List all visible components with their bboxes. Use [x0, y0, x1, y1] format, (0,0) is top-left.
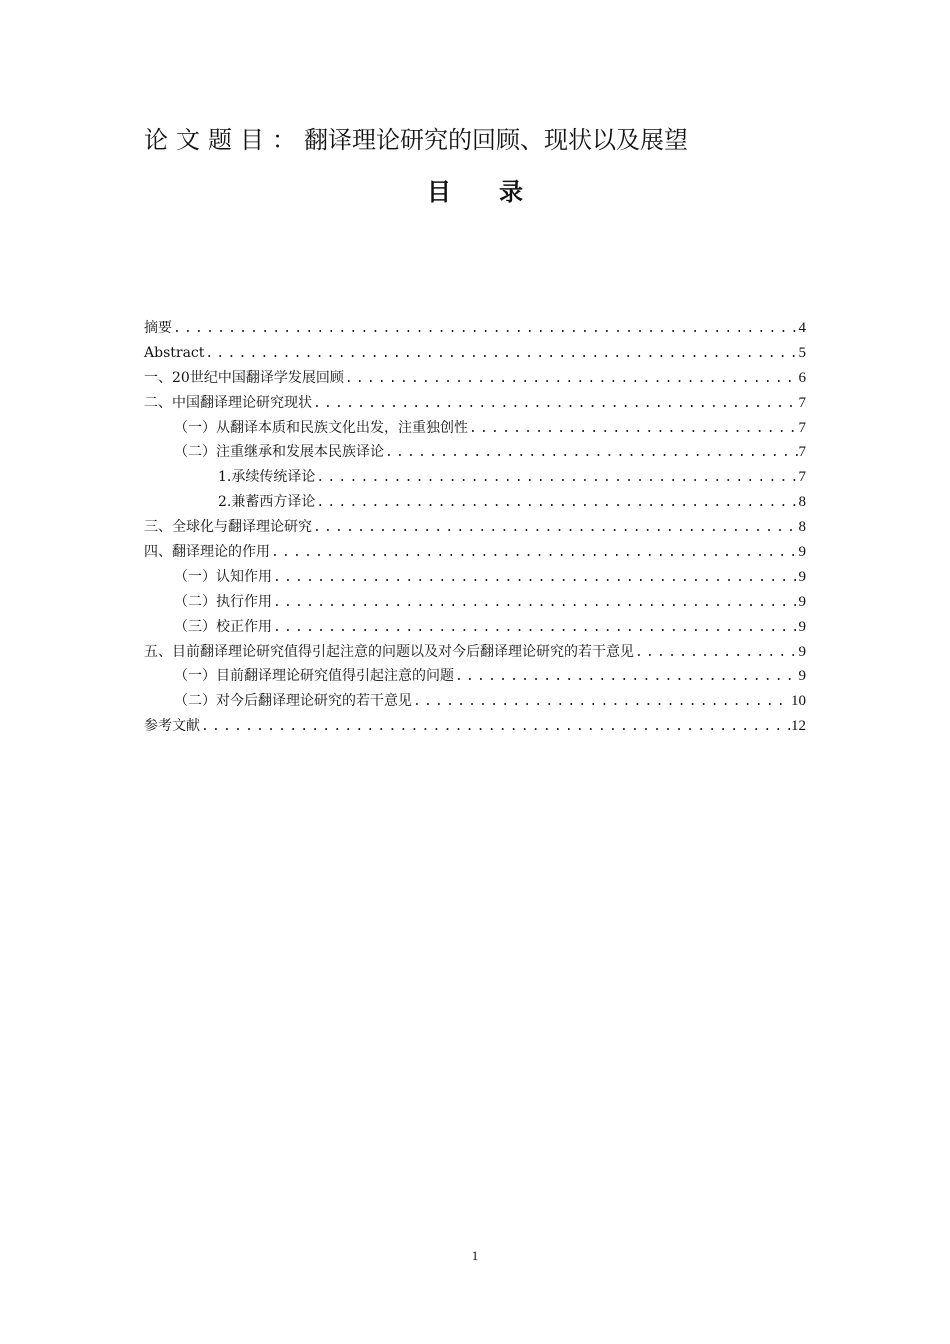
toc-dot-leader — [271, 541, 798, 565]
toc-dot-leader — [635, 641, 798, 665]
toc-entry-title: 一、20世纪中国翻译学发展回顾 — [144, 369, 344, 386]
toc-entry-page: 6 — [798, 369, 806, 386]
toc-entry[interactable] — [144, 416, 806, 441]
toc-entry[interactable] — [144, 341, 806, 366]
toc-entry-page: 9 — [798, 618, 806, 635]
toc-dot-leader — [455, 665, 798, 689]
toc-entry-title: （二）执行作用 — [174, 593, 272, 610]
toc-dot-leader — [313, 516, 798, 540]
toc-entry-title: 1.承续传统译论 — [218, 469, 316, 486]
toc-dot-leader — [316, 466, 797, 490]
toc-dot-leader — [273, 566, 798, 590]
toc-entry[interactable] — [144, 714, 806, 739]
toc-entry-page: 5 — [798, 344, 806, 361]
toc-dot-leader — [273, 591, 798, 615]
toc-entry-title: 参考文献 — [144, 718, 200, 735]
toc-entry[interactable] — [144, 590, 806, 615]
toc-entry[interactable] — [144, 565, 806, 590]
toc-dot-leader — [345, 367, 798, 391]
toc-dot-leader — [469, 417, 798, 441]
toc-dot-leader — [273, 616, 798, 640]
toc-heading: 目录 — [427, 177, 571, 206]
toc-entry-page: 9 — [798, 643, 806, 660]
table-of-contents — [144, 316, 806, 739]
toc-entry-title: （一）认知作用 — [174, 568, 272, 585]
toc-entry-page: 9 — [798, 593, 806, 610]
toc-entry-title: 摘要 — [144, 320, 172, 336]
toc-entry-page: 7 — [798, 444, 806, 461]
toc-dot-leader — [205, 342, 797, 366]
toc-entry-title: 四、翻译理论的作用 — [144, 544, 270, 561]
toc-entry-page: 8 — [798, 519, 806, 536]
toc-entry-page: 7 — [798, 469, 806, 486]
toc-entry[interactable] — [144, 366, 806, 391]
toc-entry[interactable] — [144, 515, 806, 540]
toc-entry-title: Abstract — [144, 344, 205, 361]
toc-entry-page: 8 — [798, 494, 806, 511]
toc-entry-page: 7 — [798, 419, 806, 436]
toc-entry-title: （一）目前翻译理论研究值得引起注意的问题 — [174, 668, 454, 685]
toc-entry[interactable] — [144, 316, 806, 341]
toc-entry-title: （二）对今后翻译理论研究的若干意见 — [174, 693, 412, 710]
toc-entry-title: （一）从翻译本质和民族文化出发，注重独创性 — [174, 419, 468, 436]
thesis-title-prefix: 论文题目： — [144, 126, 304, 154]
toc-entry-title: 五、目前翻译理论研究值得引起注意的问题以及对今后翻译理论研究的若干意见 — [144, 643, 634, 660]
toc-entry[interactable] — [144, 465, 806, 490]
toc-entry-page: 10 — [791, 693, 806, 710]
toc-dot-leader — [316, 491, 797, 515]
toc-entry-page: 9 — [798, 668, 806, 685]
toc-entry-title: （三）校正作用 — [174, 618, 272, 635]
toc-entry[interactable] — [144, 440, 806, 465]
thesis-title-text: 翻译理论研究的回顾、现状以及展望 — [304, 126, 688, 154]
toc-entry-title: 2.兼蓄西方译论 — [218, 494, 316, 511]
toc-dot-leader — [313, 392, 798, 416]
toc-entry-title: 二、中国翻译理论研究现状 — [144, 394, 312, 411]
toc-entry[interactable] — [144, 689, 806, 714]
toc-entry[interactable] — [144, 640, 806, 665]
toc-entry[interactable] — [144, 490, 806, 515]
toc-entry[interactable] — [144, 664, 806, 689]
toc-dot-leader — [385, 441, 798, 465]
toc-entry[interactable] — [144, 615, 806, 640]
toc-dot-leader — [413, 690, 790, 714]
toc-entry-page: 4 — [798, 320, 806, 336]
toc-entry-page: 12 — [791, 718, 806, 735]
page-number: 1 — [471, 1248, 479, 1263]
toc-dot-leader — [201, 715, 790, 739]
toc-entry[interactable] — [144, 391, 806, 416]
toc-entry-page: 9 — [798, 568, 806, 585]
toc-entry-title: 三、全球化与翻译理论研究 — [144, 519, 312, 536]
toc-entry-title: （二）注重继承和发展本民族译论 — [174, 444, 384, 461]
toc-dot-leader — [173, 317, 798, 341]
toc-entry[interactable] — [144, 540, 806, 565]
thesis-title — [144, 124, 688, 156]
toc-entry-page: 7 — [798, 394, 806, 411]
toc-entry-page: 9 — [798, 544, 806, 561]
